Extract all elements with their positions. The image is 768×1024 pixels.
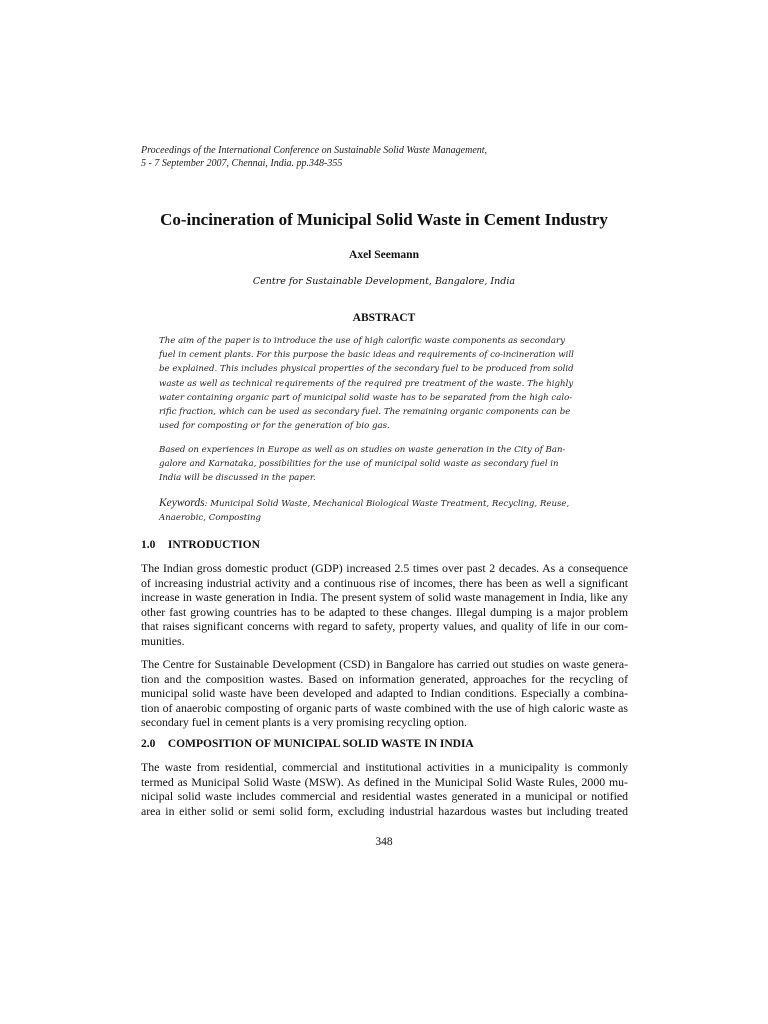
section-number: 2.0: [141, 738, 156, 750]
body-line: tion and the composition wastes. Based on information generated, approaches for the recycling of: [141, 671, 628, 686]
abstract-line: Based on experiences in Europe as well as on studies on waste generation in the City of Ban-: [159, 445, 566, 455]
intro-paragraph-1: [141, 561, 628, 649]
author-affiliation: Centre for Sustainable Development, Bangalore, India: [252, 276, 516, 287]
body-line: The Indian gross domestic product (GDP) increased 2.5 times over past 2 decades. As a consequence: [141, 561, 628, 575]
paper-author: Axel Seemann: [349, 249, 419, 261]
abstract-line: India will be discussed in the paper.: [159, 473, 316, 484]
abstract-line: fuel in cement plants. For this purpose the basic ideas and requirements of co-incineration will: [159, 350, 574, 361]
body-line: that raises significant concerns with regard to safety, property values, and quality of life in our com-: [141, 619, 628, 634]
section-title: COMPOSITION OF MUNICIPAL SOLID WASTE IN INDIA: [167, 738, 474, 750]
intro-paragraph-2: [141, 657, 628, 730]
abstract-line: waste as well as technical requirements of the required pre treatment of the waste. The highly: [159, 378, 574, 389]
body-line: increase in waste generation in India. The present system of solid waste management in India, like any: [141, 590, 628, 605]
abstract-line: used for composting or for the generation of bio gas.: [159, 421, 390, 432]
proceedings-header: [141, 144, 641, 170]
body-line: of increasing industrial activity and a continuous rise of incomes, there has been as well a significant: [141, 575, 628, 590]
keywords-list: : Municipal Solid Waste, Mechanical Biological Waste Treatment, Recycling, Reuse,: [204, 499, 570, 509]
abstract-line: rific fraction, which can be used as secondary fuel. The remaining organic components can be: [159, 407, 571, 418]
proceedings-line: Proceedings of the International Conference on Sustainable Solid Waste Management,: [141, 145, 488, 156]
body-line: The waste from residential, commercial and institutional activities in a municipality is commonly: [141, 760, 628, 774]
abstract-paragraph-1: [159, 334, 615, 433]
paper-title: Co-incineration of Municipal Solid Waste in Cement Industry: [160, 210, 608, 229]
keywords-line: [159, 496, 615, 511]
keywords-label: Keywords: [159, 497, 205, 509]
body-line: The Centre for Sustainable Development (CSD) in Bangalore has carried out studies on waste genera-: [141, 657, 628, 671]
body-line: termed as Municipal Solid Waste (MSW). As defined in the Municipal Solid Waste Rules, 2000 mu-: [141, 774, 628, 789]
body-line: munities.: [141, 633, 185, 648]
abstract-line: galore and Karnataka, possibilities for the use of municipal solid waste as secondary fuel in: [159, 459, 559, 470]
abstract-line: water containing organic part of municipal solid waste has to be separated from the high calo-: [159, 392, 573, 403]
composition-paragraph-1: [141, 760, 628, 818]
proceedings-line: 5 - 7 September 2007, Chennai, India. pp.348-355: [141, 158, 343, 169]
keywords-block: [159, 496, 615, 525]
keywords-line: Anaerobic, Composting: [159, 513, 261, 524]
section-heading-composition: [141, 737, 641, 751]
page-number: 348: [375, 836, 393, 848]
body-line: other fast growing countries has to be adapted to these changes. Illegal dumping is a major problem: [141, 604, 628, 619]
section-title: INTRODUCTION: [167, 539, 260, 551]
body-line: nicipal solid waste includes commercial and residential wastes generated in a municipal or notified: [141, 789, 628, 804]
body-line: municipal solid waste have been developed and adapted to Indian conditions. Especially a combina-: [141, 686, 628, 701]
body-line: tion of anaerobic composting of organic parts of waste combined with the use of high caloric waste as: [141, 700, 628, 715]
abstract-line: be explained. This includes physical properties of the secondary fuel to be produced from solid: [159, 364, 574, 375]
abstract-paragraph-2: [159, 443, 615, 486]
body-line: secondary fuel in cement plants is a very promising recycling option.: [141, 715, 467, 730]
body-line: area in either solid or semi solid form, excluding industrial hazardous wastes but including treated: [141, 803, 628, 818]
section-number: 1.0: [141, 539, 156, 551]
section-heading-introduction: [141, 538, 641, 552]
abstract-line: The aim of the paper is to introduce the use of high calorific waste components as secondary: [159, 336, 566, 346]
abstract-heading: ABSTRACT: [352, 312, 416, 324]
